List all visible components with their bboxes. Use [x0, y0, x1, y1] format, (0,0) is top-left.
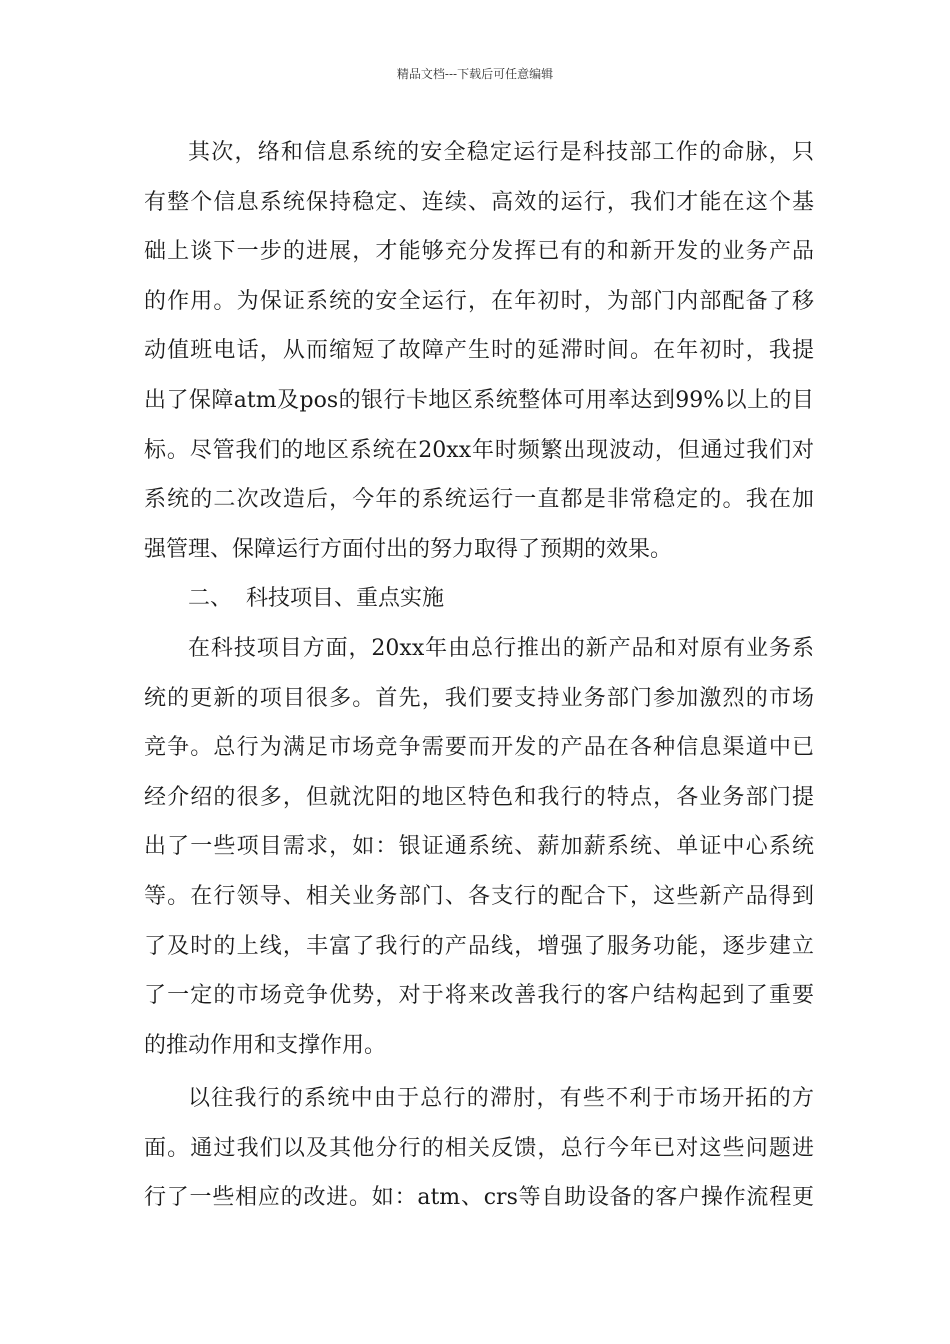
text-line: 有整个信息系统保持稳定、连续、高效的运行，我们才能在这个基	[144, 189, 814, 215]
text-line: 了一定的市场竞争优势，对于将来改善我行的客户结构起到了重要	[144, 983, 814, 1009]
text-line: 其次，络和信息系统的安全稳定运行是科技部工作的命脉，只	[188, 140, 814, 165]
text-line: 系统的二次改造后，今年的系统运行一直都是非常稳定的。我在加	[144, 487, 814, 513]
text-line: 的作用。为保证系统的安全运行，在年初时，为部门内部配备了移	[144, 288, 814, 314]
text-line: 础上谈下一步的进展，才能够充分发挥已有的和新开发的业务产品	[144, 239, 814, 265]
text-line: 统的更新的项目很多。首先，我们要支持业务部门参加激烈的市场	[144, 685, 814, 711]
text-line: 经介绍的很多，但就沈阳的地区特色和我行的特点，各业务部门提	[144, 784, 814, 810]
text-line: 出了保障atm及pos的银行卡地区系统整体可用率达到99%以上的目	[144, 387, 814, 413]
text-line: 的推动作用和支撑作用。	[144, 1032, 387, 1058]
text-line: 面。通过我们以及其他分行的相关反馈，总行今年已对这些问题进	[144, 1135, 814, 1161]
section-heading: 二、 科技项目、重点实施	[188, 586, 444, 612]
text-line: 动值班电话，从而缩短了故障产生时的延滞时间。在年初时，我提	[144, 338, 814, 364]
text-line: 出了一些项目需求，如：银证通系统、薪加薪系统、单证中心系统	[144, 834, 814, 860]
paragraph-system-improvements	[144, 1074, 814, 1223]
paragraph-system-stability	[144, 128, 814, 574]
text-line: 行了一些相应的改进。如：atm、crs等自助设备的客户操作流程更	[144, 1185, 814, 1211]
document-body	[144, 128, 814, 1223]
text-line: 以往我行的系统中由于总行的滞肘，有些不利于市场开拓的方	[188, 1086, 814, 1112]
text-line: 强管理、保障运行方面付出的努力取得了预期的效果。	[144, 536, 673, 562]
text-line: 标。尽管我们的地区系统在20xx年时频繁出现波动，但通过我们对	[144, 437, 814, 463]
text-line: 在科技项目方面，20xx年由总行推出的新产品和对原有业务系	[188, 635, 814, 661]
text-line: 了及时的上线，丰富了我行的产品线，增强了服务功能，逐步建立	[144, 933, 814, 959]
text-line: 竞争。总行为满足市场竞争需要而开发的产品在各种信息渠道中已	[144, 735, 814, 761]
text-line: 等。在行领导、相关业务部门、各支行的配合下，这些新产品得到	[144, 883, 814, 909]
page-header: 精品文档---下载后可任意编辑	[396, 67, 554, 81]
paragraph-tech-projects	[144, 624, 814, 1070]
